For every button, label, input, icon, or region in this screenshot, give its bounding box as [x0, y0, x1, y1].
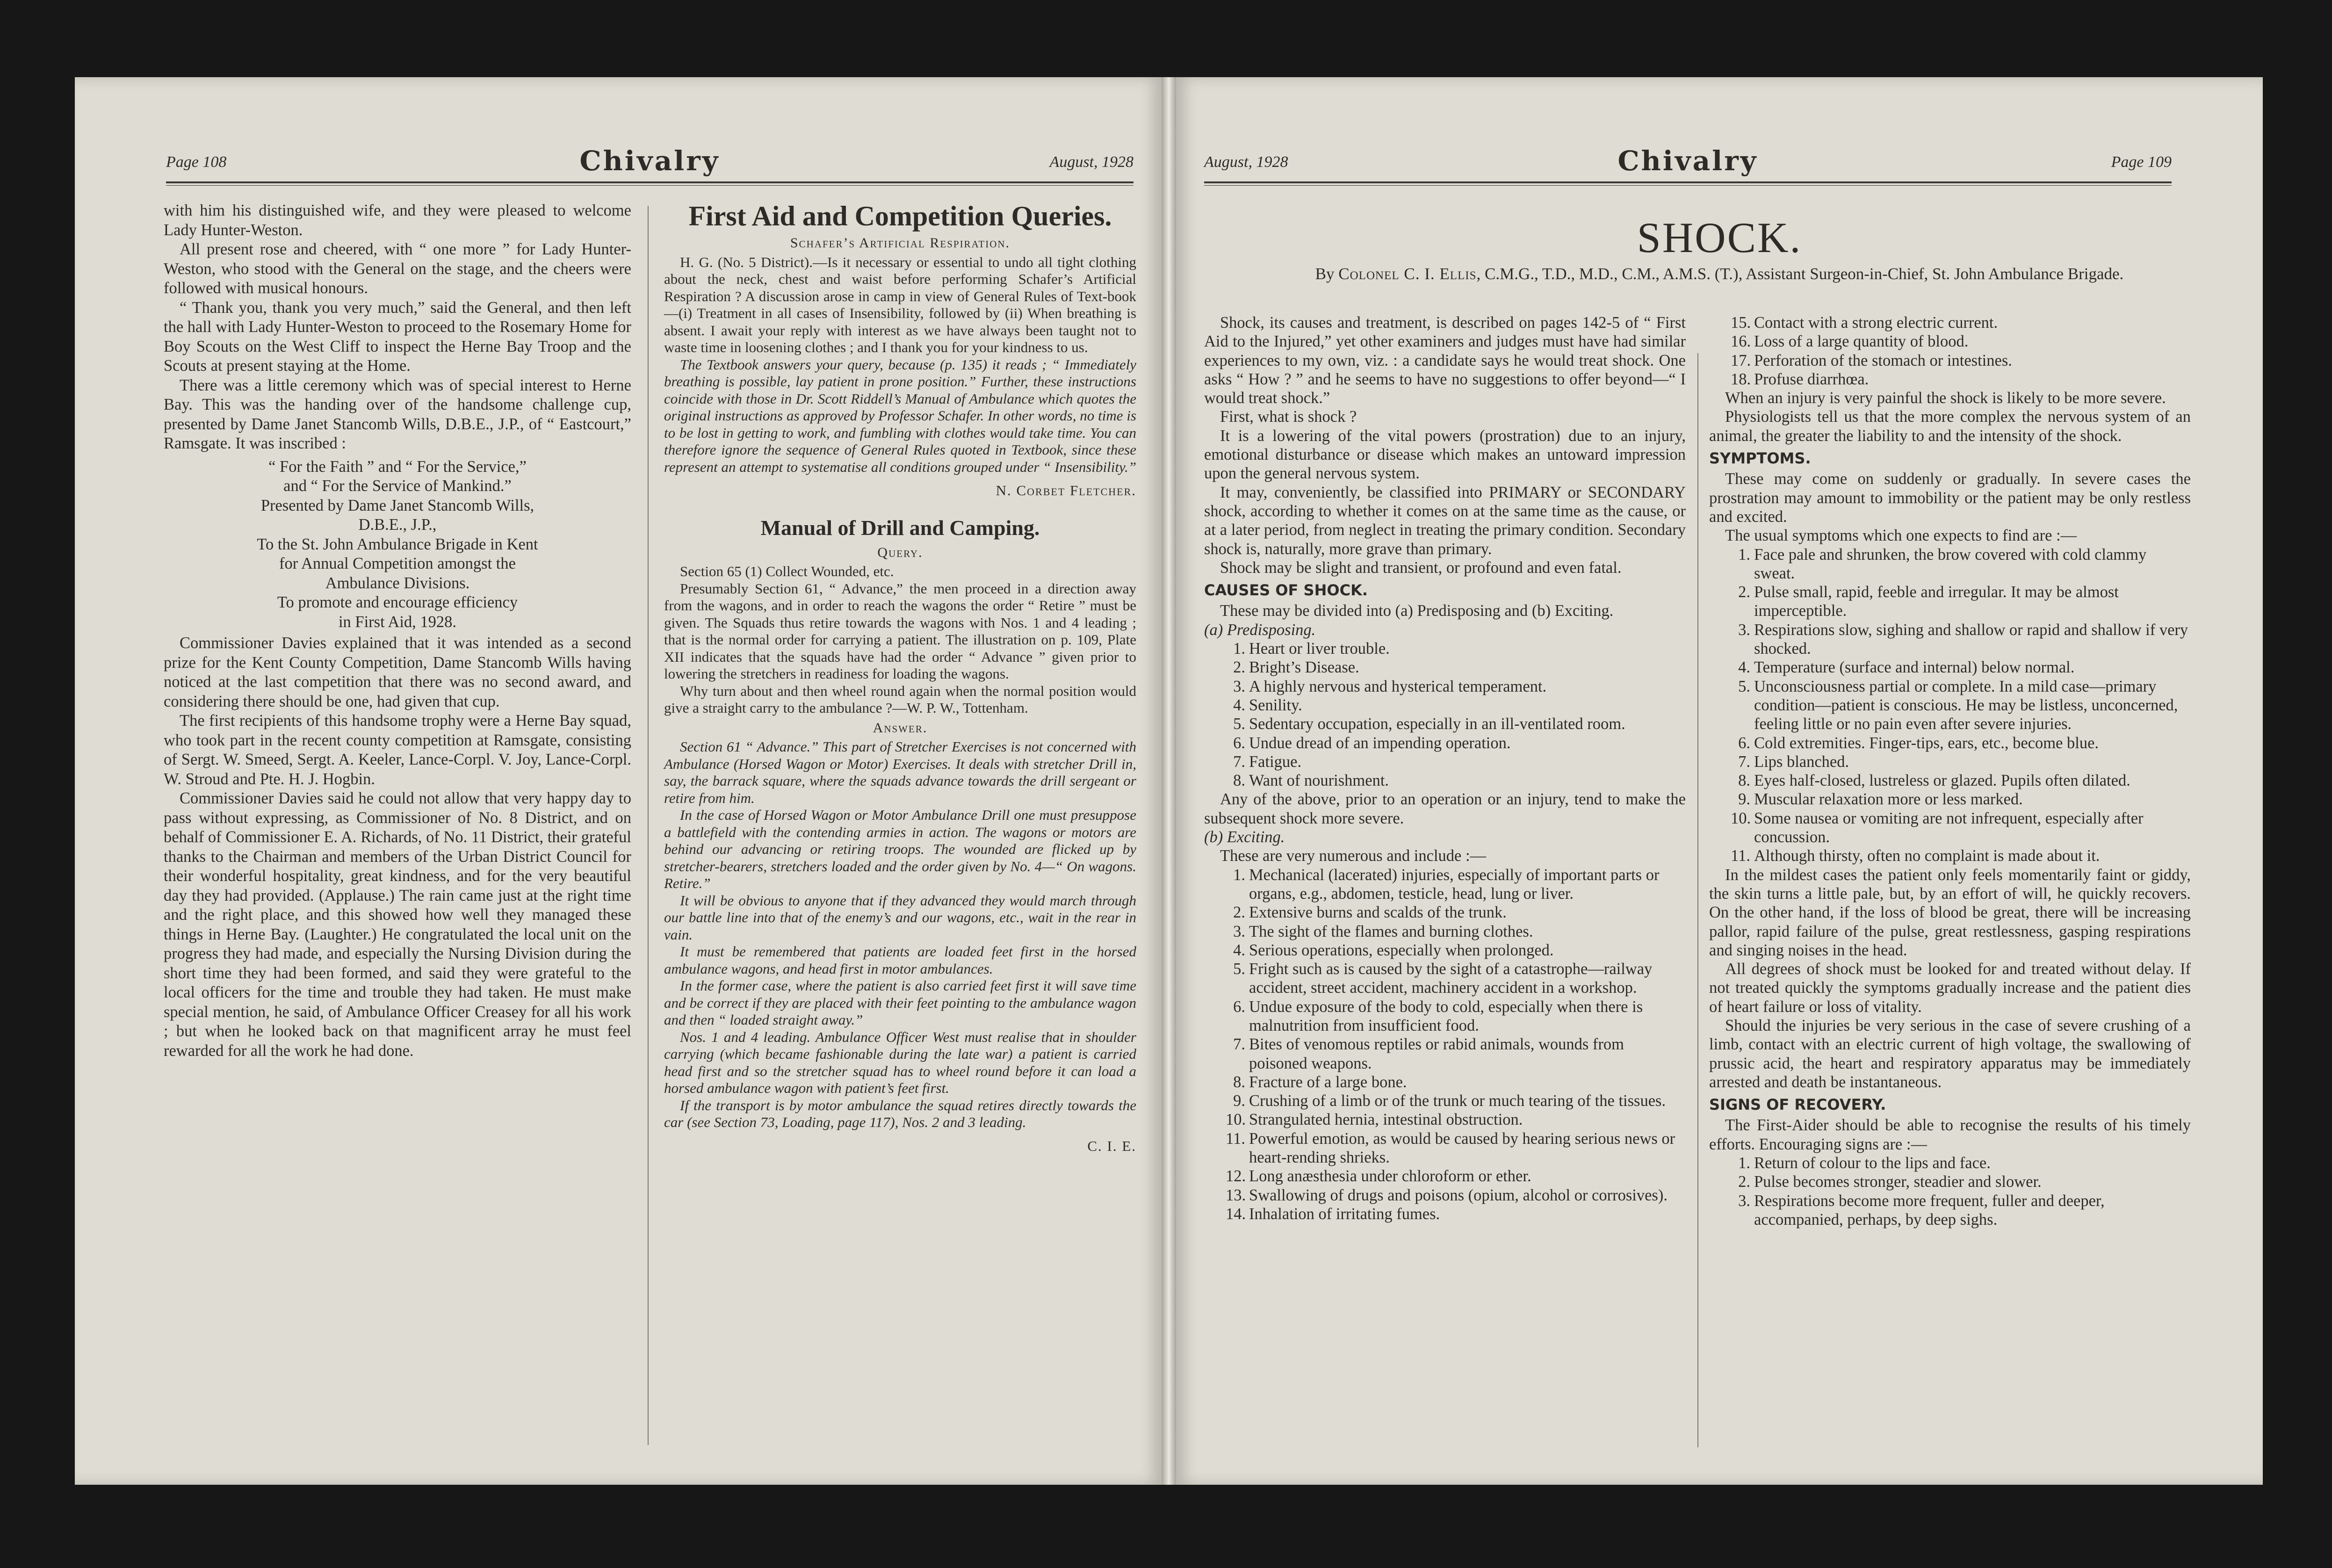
paragraph: Shock, its causes and treatment, is described on pages 142-5 of “ First Aid to the Injured,” yet other examiners and judges must have had similar experiences to my own, viz. : a candidate says he would treat shock. One asks “ How ? ” and he seems to have no suggestions to offer beyond—“ I would treat shock.”: [1204, 314, 1686, 407]
list-item: [1204, 715, 1686, 733]
inscription-line: “ For the Faith ” and “ For the Service,”: [268, 457, 527, 476]
list-number: 8.: [1233, 1073, 1245, 1091]
list-text: Undue exposure of the body to cold, especially when there is malnutrition from insufficient food.: [1249, 997, 1643, 1034]
paragraph: with him his distinguished wife, and they were pleased to welcome Lady Hunter-Weston.: [164, 202, 631, 239]
list-number: 11.: [1226, 1129, 1245, 1148]
paragraph: It may, conveniently, be classified into PRIMARY or SECONDARY shock, according to whether it comes on at the same time as the cause, or at a later period, from neglect in treating the primary condition. Secondary shock is, naturally, more grave than primary.: [1204, 483, 1686, 558]
list-item: [1709, 677, 2191, 734]
list-text: Profuse diarrhœa.: [1754, 370, 1869, 388]
list-text: Inhalation of irritating fumes.: [1249, 1205, 1440, 1223]
answer-text: The Textbook answers your query, because (p. 135) it reads ; “ Immediately breathing is possible, lay patient in prone position.” Further, these instructions coincide with those in Dr. Scott Riddell’s Manual of Ambulance which quotes the original instructions as approved by Professor Schafer. In other words, no time is to be lost in getting to work, and fumbling with clothes would take time. You can therefore ignore the sequence of General Rules quoted in Textbook, since these represent an attempt to systematise all conditions grouped under “ Insensibility.”: [664, 356, 1137, 475]
list-number: 8.: [1738, 772, 1750, 790]
list-item: [1204, 1091, 1686, 1110]
list-item: [1204, 903, 1686, 922]
list-item: [1709, 809, 2191, 847]
list-text: Fright such as is caused by the sight of a catastrophe—railway accident, street accident, machinery accident in a workshop.: [1249, 960, 1653, 997]
list-number: 9.: [1233, 1092, 1245, 1110]
list-text: Some nausea or vomiting are not infrequent, especially after concussion.: [1754, 809, 2144, 846]
query-text: Presumably Section 61, “ Advance,” the men proceed in a direction away from the wagons, and in order to reach the wagons the order “ Retire ” must be given. The Squads thus retire towards the wagons with Nos. 1 and 4 leading ; that is the normal order for carrying a patient. The illustration on p. 109, Plate XII indicates that the squads have had the order “ Advance ” given prior to lowering the stretchers in readiness for loading the wagons.: [664, 580, 1136, 682]
page-header: [166, 145, 1134, 187]
list-item: [1204, 1073, 1686, 1091]
left-column-1: [164, 201, 631, 1061]
list-text: Crushing of a limb or of the trunk or much tearing of the tissues.: [1249, 1092, 1666, 1110]
paragraph: The first recipients of this handsome trophy were a Herne Bay squad, who took part in the recent county competition at Ramsgate, consisting of Sergt. W. Smeed, Sergt. A. Keeler, Lance-Corpl. V. Joy, Lance-Corpl. W. Stroud and Pte. H. J. Hogbin.: [164, 712, 631, 788]
query-text: Why turn about and then wheel round again when the normal position would give a straight carry to the ambulance ?—W. P. W., Tottenham.: [664, 682, 1136, 716]
list-text: Mechanical (lacerated) injuries, especially of important parts or organs, e.g., abdomen, testicle, head, lung or liver.: [1249, 866, 1660, 903]
list-number: 3.: [1738, 621, 1750, 639]
list-number: 1.: [1738, 1154, 1750, 1172]
paragraph: There was a little ceremony which was of special interest to Herne Bay. This was the handing over of the handsome challenge cup, presented by Dame Janet Stancomb Wills, D.B.E., J.P., of “ Eastcourt,” Ramsgate. It was inscribed :: [164, 376, 631, 452]
list-text: Respirations become more frequent, fuller and deeper, accompanied, perhaps, by deep sighs.: [1754, 1192, 2105, 1228]
answer-text: In the former case, where the patient is also carried feet first it will save time and be correct if they are placed with their feet pointing to the ambulance wagon and then “ loaded straight away.”: [664, 977, 1136, 1028]
list-text: Eyes half-closed, lustreless or glazed. Pupils often dilated.: [1754, 772, 2130, 790]
list-number: 8.: [1233, 772, 1245, 790]
list-number: 2.: [1233, 658, 1245, 677]
list-number: 15.: [1731, 314, 1751, 332]
list-item: [1204, 1167, 1686, 1185]
subheading: (b) Exciting.: [1204, 828, 1285, 846]
paragraph: Commissioner Davies explained that it was intended as a second prize for the Kent County Competition, Dame Stancomb Wills having noticed at the last competition that there was no second award, and considering there should be one, had given that cup.: [164, 634, 631, 710]
list-number: 7.: [1233, 752, 1245, 771]
list-number: 7.: [1738, 752, 1750, 771]
list-number: 14.: [1226, 1205, 1246, 1223]
list-number: 1.: [1233, 866, 1245, 884]
inscription-line: To promote and encourage efficiency: [277, 593, 518, 611]
book-gutter: [1162, 77, 1176, 1485]
left-page: [75, 77, 1162, 1485]
list-text: Bites of venomous reptiles or rabid animals, wounds from poisoned weapons.: [1249, 1035, 1624, 1072]
inscription-line: for Annual Competition amongst the: [279, 555, 516, 572]
list-number: 5.: [1233, 715, 1245, 733]
list-number: 3.: [1233, 922, 1245, 940]
byline: [1251, 264, 2188, 284]
exciting-list: [1204, 866, 1686, 1224]
paragraph: The First-Aider should be able to recognise the results of his timely efforts. Encouraging signs are :—: [1709, 1116, 2191, 1153]
inscription-line: Ambulance Divisions.: [325, 574, 470, 592]
query-label: Query.: [877, 544, 923, 560]
predisposing-list: [1204, 639, 1686, 790]
list-item: [1204, 1129, 1686, 1167]
symptoms-list: [1709, 545, 2191, 866]
page-number: Page 108: [166, 153, 227, 171]
list-item: [1204, 1186, 1686, 1205]
inscription-line: in First Aid, 1928.: [338, 613, 457, 631]
list-number: 16.: [1731, 332, 1751, 351]
byline-prefix: By: [1315, 265, 1335, 283]
section-heading: SIGNS OF RECOVERY.: [1709, 1096, 1886, 1114]
list-item: [1709, 790, 2191, 809]
list-item: [1709, 1154, 2191, 1172]
cup-inscription: [164, 457, 631, 632]
inscription-line: and “ For the Service of Mankind.”: [283, 477, 512, 495]
paragraph: Commissioner Davies said he could not allow that very happy day to pass without expressing, as Commissioner of No. 8 District, and on behalf of Commissioner E. A. Richards, of No. 11 District, their grateful thanks to the Chairman and members of the Urban District Council for their wonderful hospitality, great kindness, and for the very beautiful day they had provided. (Applause.) The rain came just at the right time and the right place, and this showed how well they managed these things in Herne Bay. (Laughter.) He congratulated the local unit on the progress they had made, and especially the Nursing Division during the short time they had been formed, and said they were grateful to the local officers for the time and trouble they had taken. He must make special mention, he said, of Ambulance Officer Creasey for all his work ; but when he looked back on that magnificent array he must feel rewarded for all the work he had done.: [164, 789, 631, 1060]
answer-label: Answer.: [873, 720, 928, 736]
issue-date: August, 1928: [1049, 153, 1134, 171]
list-item: [1204, 866, 1686, 903]
inscription-line: Presented by Dame Janet Stancomb Wills,: [260, 496, 534, 514]
list-text: Loss of a large quantity of blood.: [1754, 332, 1969, 351]
list-number: 1.: [1738, 545, 1750, 564]
list-text: Want of nourishment.: [1249, 772, 1389, 790]
list-item: [1709, 332, 2191, 351]
list-text: Undue dread of an impending operation.: [1249, 734, 1511, 752]
paragraph: Physiologists tell us that the more complex the nervous system of an animal, the greater the liability to and the intensity of the shock.: [1709, 408, 2191, 445]
list-number: 5.: [1738, 677, 1750, 695]
list-text: Fracture of a large bone.: [1249, 1073, 1407, 1091]
list-text: Respirations slow, sighing and shallow or rapid and shallow if very shocked.: [1754, 621, 2188, 658]
list-item: [1204, 677, 1686, 696]
list-number: 1.: [1233, 640, 1245, 658]
list-number: 2.: [1738, 583, 1750, 601]
exciting-list-continued: [1709, 313, 2191, 389]
paragraph: When an injury is very painful the shock is likely to be more severe.: [1725, 389, 2166, 407]
section-title: Manual of Drill and Camping.: [760, 515, 1040, 540]
list-item: [1709, 583, 2191, 621]
list-item: [1709, 621, 2191, 658]
paragraph: The usual symptoms which one expects to find are :—: [1725, 527, 2077, 545]
list-item: [1204, 639, 1686, 658]
list-item: [1204, 1110, 1686, 1129]
list-item: [1709, 846, 2191, 865]
list-number: 4.: [1738, 658, 1750, 677]
list-number: 3.: [1233, 677, 1245, 695]
answer-text: In the case of Horsed Wagon or Motor Ambulance Drill one must presuppose a battlefield with the contending armies in action. The wagons or motors are behind our advancing or retiring troops. The wounded are flicked up by stretcher-bearers, stretchers loaded and the order given by No. 4—“ On wagons. Retire.”: [664, 807, 1136, 891]
masthead: Chivalry: [1617, 145, 1758, 177]
list-item: [1204, 1205, 1686, 1223]
page-number: Page 109: [2111, 153, 2172, 171]
list-text: Cold extremities. Finger-tips, ears, etc., become blue.: [1754, 734, 2099, 752]
list-text: Powerful emotion, as would be caused by hearing serious news or heart-rending shrieks.: [1249, 1129, 1675, 1167]
list-item: [1204, 941, 1686, 960]
list-number: 10.: [1731, 809, 1751, 827]
column-divider: [648, 206, 649, 1445]
list-text: Return of colour to the lips and face.: [1754, 1154, 1991, 1172]
list-text: Senility.: [1249, 696, 1302, 714]
column-divider: [1697, 353, 1698, 1447]
list-number: 17.: [1731, 351, 1751, 369]
author-credentials: , C.M.G., T.D., M.D., C.M., A.M.S. (T.), Assistant Surgeon-in-Chief, St. John Ambulance Brigade.: [1476, 265, 2124, 283]
paragraph: It is a lowering of the vital powers (prostration) due to an injury, emotional disturbance or disease which makes an untoward impression upon the general nervous system.: [1204, 426, 1686, 483]
query-text: Section 65 (1) Collect Wounded, etc.: [680, 563, 894, 579]
list-item: [1709, 1172, 2191, 1191]
list-item: [1709, 1192, 2191, 1229]
list-item: [1204, 1035, 1686, 1073]
list-number: 3.: [1738, 1192, 1750, 1210]
page-header: [1204, 145, 2172, 187]
list-text: Pulse small, rapid, feeble and irregular. It may be almost imperceptible.: [1754, 583, 2119, 620]
list-item: [1709, 771, 2191, 790]
recovery-list: [1709, 1154, 2191, 1229]
query-text: H. G. (No. 5 District).—Is it necessary or essential to undo all tight clothing about the neck, chest and waist before performing Schafer’s Artificial Respiration ? A discussion arose in camp in view of General Rules of Text-book—(i) Treatment in all cases of Insensibility, followed by (ii) When breathing is absent. I await your reply with interest as we have always been taught not to waste time in loosening clothes ; and I thank you for your kindness to us.: [664, 253, 1136, 355]
answer-text: Section 61 “ Advance.” This part of Stretcher Exercises is not concerned with Ambulance (Horsed Wagon or Motor) Exercises. It deals with stretcher Drill in, say, the barrack square, where the squads advance towards the drill sergeant or retire from him.: [664, 738, 1136, 806]
list-text: Lips blanched.: [1754, 752, 1849, 771]
paragraph: These may come on suddenly or gradually. In severe cases the prostration may amount to immobility or the patient may be only restless and excited.: [1709, 470, 2191, 526]
answer-text: If the transport is by motor ambulance the squad retires directly towards the car (see Section 73, Loading, page 117), Nos. 2 and 3 leading.: [664, 1097, 1136, 1130]
header-rule: [166, 181, 1134, 186]
paragraph: First, what is shock ?: [1220, 408, 1357, 426]
issue-date: August, 1928: [1204, 153, 1288, 171]
list-text: Although thirsty, often no complaint is made about it.: [1754, 847, 2100, 865]
list-text: Muscular relaxation more or less marked.: [1754, 790, 2023, 809]
paragraph: These may be divided into (a) Predisposing and (b) Exciting.: [1220, 602, 1614, 620]
inscription-line: D.B.E., J.P.,: [358, 516, 437, 534]
paragraph: “ Thank you, thank you very much,” said the General, and then left the hall with Lady Hunter-Weston to proceed to the Rosemary Home for Boy Scouts on the West Cliff to inspect the Herne Bay Troop and the Scouts at present staying at the Home.: [164, 298, 631, 375]
list-text: Sedentary occupation, especially in an ill-ventilated room.: [1249, 715, 1625, 733]
section-heading: CAUSES OF SHOCK.: [1204, 581, 1368, 600]
list-item: [1204, 696, 1686, 715]
article-title: SHOCK.: [1637, 214, 1802, 261]
signature: N. Corbet Fletcher.: [996, 482, 1136, 499]
paragraph: These are very numerous and include :—: [1220, 847, 1487, 865]
signature: C. I. E.: [1087, 1137, 1136, 1154]
subheading: (a) Predisposing.: [1204, 621, 1316, 639]
list-text: The sight of the flames and burning clothes.: [1249, 922, 1533, 940]
list-text: Fatigue.: [1249, 752, 1302, 771]
answer-text: It will be obvious to anyone that if they advanced they would march through our battle line into that of the enemy’s and our wagons, etc., wait in the rear in vain.: [664, 892, 1136, 943]
list-text: Pulse becomes stronger, steadier and slower.: [1754, 1173, 2042, 1191]
right-page: [1176, 77, 2263, 1485]
list-text: Bright’s Disease.: [1249, 658, 1359, 677]
paragraph: Shock may be slight and transient, or profound and even fatal.: [1220, 558, 1622, 577]
article-subtitle: Schafer’s Artificial Respiration.: [790, 235, 1011, 251]
list-number: 6.: [1233, 734, 1245, 752]
list-number: 7.: [1233, 1035, 1245, 1054]
list-text: Extensive burns and scalds of the trunk.: [1249, 903, 1507, 922]
list-item: [1204, 658, 1686, 677]
list-number: 2.: [1738, 1173, 1750, 1191]
author-name: Colonel C. I. Ellis: [1338, 265, 1477, 283]
list-number: 10.: [1226, 1111, 1246, 1129]
list-item: [1709, 734, 2191, 752]
list-item: [1204, 771, 1686, 790]
list-item: [1204, 960, 1686, 997]
masthead: Chivalry: [579, 145, 720, 177]
list-number: 6.: [1738, 734, 1750, 752]
paragraph: In the mildest cases the patient only feels momentarily faint or giddy, the skin turns a little pale, but, by an effort of will, he quickly recovers. On the other hand, if the loss of blood be great, there will be increasing pallor, rapid failure of the pulse, great restlessness, gasping respirations and singing noises in the head.: [1709, 866, 2191, 959]
list-text: A highly nervous and hysterical temperament.: [1249, 677, 1547, 695]
list-text: Serious operations, especially when prolonged.: [1249, 941, 1554, 959]
list-text: Heart or liver trouble.: [1249, 640, 1390, 658]
list-item: [1204, 997, 1686, 1035]
list-number: 9.: [1738, 790, 1750, 809]
list-number: 6.: [1233, 997, 1245, 1016]
right-column-2: [1709, 313, 2191, 1229]
paragraph: Should the injuries be very serious in the case of severe crushing of a limb, contact with an electric current of high voltage, the swallowing of prussic acid, the heart and respiratory apparatus may be immediately arrested and death be instantaneous.: [1709, 1016, 2191, 1091]
list-text: Strangulated hernia, intestinal obstruction.: [1249, 1111, 1523, 1129]
list-item: [1709, 545, 2191, 583]
inscription-line: To the St. John Ambulance Brigade in Kent: [257, 535, 538, 553]
paragraph: All degrees of shock must be looked for and treated without delay. If not treated quickly the symptoms gradually increase and the patient dies of heart failure or loss of vitality.: [1709, 960, 2191, 1016]
header-rule: [1204, 181, 2172, 186]
list-text: Face pale and shrunken, the brow covered with cold clammy sweat.: [1754, 545, 2147, 582]
article-title: First Aid and Competition Queries.: [688, 201, 1112, 231]
list-item: [1204, 734, 1686, 752]
list-text: Temperature (surface and internal) below normal.: [1754, 658, 2075, 677]
paragraph: All present rose and cheered, with “ one more ” for Lady Hunter-Weston, who stood with the General on the stage, and the cheers were followed with musical honours.: [164, 240, 631, 297]
list-number: 13.: [1226, 1186, 1246, 1204]
list-number: 4.: [1233, 696, 1245, 714]
list-text: Long anæsthesia under chloroform or ether.: [1249, 1167, 1531, 1185]
list-item: [1709, 752, 2191, 771]
list-item: [1204, 752, 1686, 771]
section-heading: SYMPTOMS.: [1709, 449, 1811, 468]
list-number: 11.: [1731, 847, 1750, 865]
answer-text: Nos. 1 and 4 leading. Ambulance Officer West must realise that in shoulder carrying (which became fashionable during the late war) a patient is carried head first and so the stretcher squad has to wheel round before it can load a horsed ambulance wagon with patient’s feet first.: [664, 1028, 1136, 1096]
paragraph: Any of the above, prior to an operation or an injury, tend to make the subsequent shock more severe.: [1204, 790, 1686, 827]
answer-text: It must be remembered that patients are loaded feet first in the horsed ambulance wagons, and head first in motor ambulances.: [664, 943, 1136, 977]
list-item: [1709, 351, 2191, 370]
right-column-1: [1204, 313, 1686, 1223]
list-item: [1709, 658, 2191, 677]
list-item: [1204, 922, 1686, 941]
list-number: 2.: [1233, 903, 1245, 922]
list-number: 12.: [1226, 1167, 1246, 1185]
list-item: [1709, 370, 2191, 389]
list-item: [1709, 313, 2191, 332]
list-number: 18.: [1731, 370, 1751, 388]
list-number: 5.: [1233, 960, 1245, 978]
left-column-2: [664, 201, 1136, 1155]
list-text: Perforation of the stomach or intestines.: [1754, 351, 2012, 369]
list-text: Unconsciousness partial or complete. In a mild case—primary condition—patient is conscious. He may be listless, unconcerned, feeling little or no pain even after severe injuries.: [1754, 677, 2178, 733]
list-text: Swallowing of drugs and poisons (opium, alcohol or corrosives).: [1249, 1186, 1668, 1204]
list-text: Contact with a strong electric current.: [1754, 314, 1998, 332]
list-number: 4.: [1233, 941, 1245, 959]
